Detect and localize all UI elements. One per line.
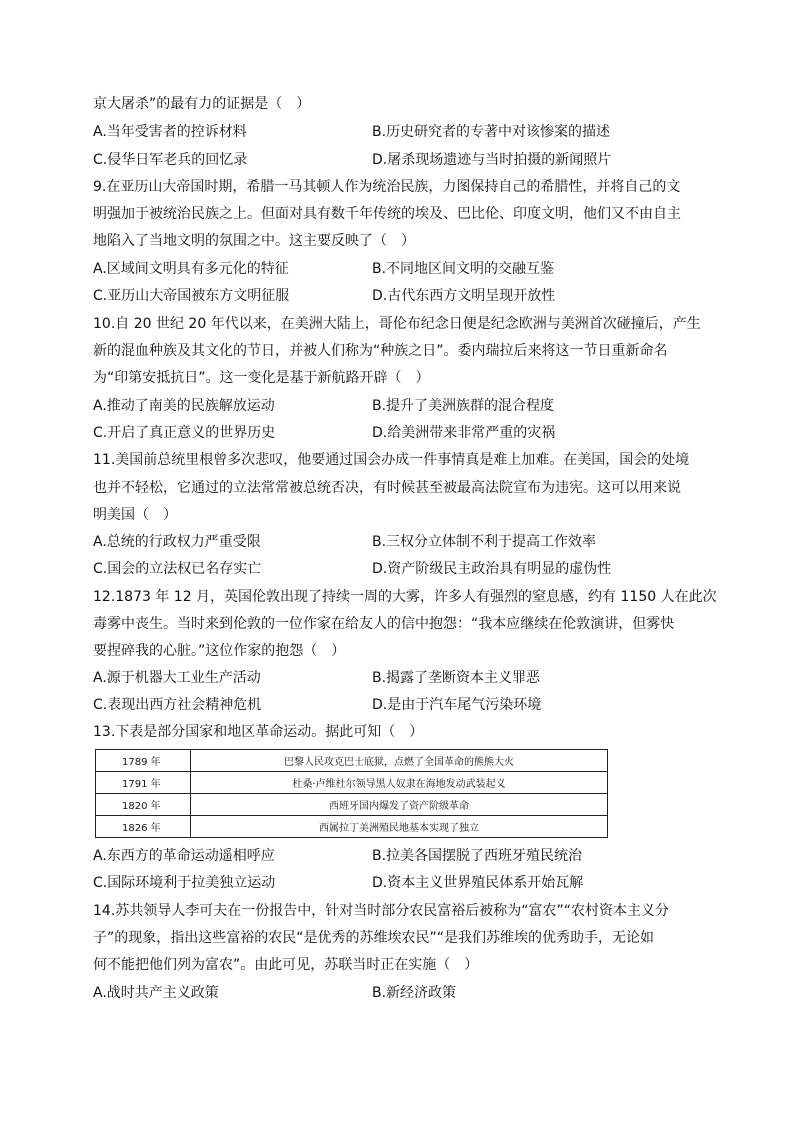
question-12-stem: 毒雾中丧生。当时来到伦敦的一位作家在给友人的信中抱怨：“我本应继续在伦敦演讲，但雾快 xyxy=(93,616,675,632)
option-8-a: A.当年受害者的控诉材料 xyxy=(93,124,247,140)
question-11-stem: 也并不轻松，它通过的立法常常被总统否决，有时候甚至被最高法院宣布为违宪。这可以用来说 xyxy=(93,480,681,496)
table-cell-event: 西班牙国内爆发了资产阶级革命 xyxy=(191,794,608,816)
question-14-stem: 子”的现象，指出这些富裕的农民“是优秀的苏维埃农民”“是我们苏维埃的优秀助手，无论如 xyxy=(93,930,655,946)
question-9-stem: 9.在亚历山大帝国时期，希腊一马其顿人作为统治民族，力图保持自己的希腊性，并将自己的文 xyxy=(93,179,681,195)
table-cell-year: 1789 年 xyxy=(96,750,191,772)
option-10-d: D.给美洲带来非常严重的灾祸 xyxy=(372,425,556,441)
question-11-stem: 明美国（ ） xyxy=(93,507,177,523)
option-12-d: D.是由于汽车尾气污染环境 xyxy=(372,697,542,713)
option-10-c: C.开启了真正意义的世界历史 xyxy=(93,425,276,441)
question-10-stem: 为“印第安抵抗日”。这一变化是基于新航路开辟（ ） xyxy=(93,370,430,386)
option-13-d: D.资本主义世界殖民体系开始瓦解 xyxy=(372,875,584,891)
table-row xyxy=(96,750,608,772)
table-row xyxy=(96,772,608,794)
option-11-c: C.国会的立法权已名存实亡 xyxy=(93,561,262,577)
option-14-b: B.新经济政策 xyxy=(372,985,457,1001)
question-11-stem: 11.美国前总统里根曾多次悲叹，他要通过国会办成一件事情真是难上加难。在美国，国会的处境 xyxy=(93,452,690,468)
table-row xyxy=(96,794,608,816)
option-10-b: B.提升了美洲族群的混合程度 xyxy=(372,398,555,414)
option-8-d: D.屠杀现场遗迹与当时拍摄的新闻照片 xyxy=(372,152,612,168)
option-10-a: A.推动了南美的民族解放运动 xyxy=(93,398,275,414)
option-13-c: C.国际环境利于拉美独立运动 xyxy=(93,875,276,891)
option-8-c: C.侵华日军老兵的回忆录 xyxy=(93,152,248,168)
table-cell-event: 巴黎人民攻克巴士底狱，点燃了全国革命的熊熊大火 xyxy=(191,750,608,772)
option-12-a: A.源于机器大工业生产活动 xyxy=(93,670,261,686)
table-cell-year: 1826 年 xyxy=(96,816,191,838)
option-9-d: D.古代东西方文明呈现开放性 xyxy=(372,288,556,304)
option-8-b: B.历史研究者的专著中对该惨案的描述 xyxy=(372,124,611,140)
option-13-b: B.拉美各国摆脱了西班牙殖民统治 xyxy=(372,848,583,864)
option-13-a: A.东西方的革命运动遥相呼应 xyxy=(93,848,275,864)
question-9-stem: 地陷入了当地文明的氛围之中。这主要反映了（ ） xyxy=(93,233,415,249)
question-9-stem: 明强加于被统治民族之上。但面对具有数千年传统的埃及、巴比伦、印度文明，他们又不由自主 xyxy=(93,206,681,222)
option-9-b: B.不同地区间文明的交融互鉴 xyxy=(372,261,555,277)
table-row xyxy=(96,816,608,838)
option-9-c: C.亚历山大帝国被东方文明征服 xyxy=(93,288,290,304)
question-10-stem: 新的混血种族及其文化的节日，并被人们称为“种族之日”。委内瑞拉后来将这一节日重新命名 xyxy=(93,343,668,359)
question-10-stem: 10.自 20 世纪 20 年代以来，在美洲大陆上，哥伦布纪念日便是纪念欧洲与美洲首次碰撞后，产生 xyxy=(93,316,701,332)
revolution-events-table xyxy=(95,749,608,838)
option-11-d: D.资产阶级民主政治具有明显的虚伪性 xyxy=(372,561,612,577)
option-14-a: A.战时共产主义政策 xyxy=(93,985,219,1001)
question-12-stem: 12.1873 年 12 月，英国伦敦出现了持续一周的大雾，许多人有强烈的窒息感，约有 1150 人在此次 xyxy=(93,589,717,605)
question-13-stem: 13.下表是部分国家和地区革命运动。据此可知（ ） xyxy=(93,724,424,740)
question-8-stem-tail: 京大屠杀”的最有力的证据是（ ） xyxy=(93,96,311,112)
option-11-a: A.总统的行政权力严重受限 xyxy=(93,534,261,550)
option-9-a: A.区域间文明具有多元化的特征 xyxy=(93,261,289,277)
table-cell-year: 1791 年 xyxy=(96,772,191,794)
question-14-stem: 何不能把他们列为富农”。由此可见，苏联当时正在实施（ ） xyxy=(93,957,479,973)
question-14-stem: 14.苏共领导人李可夫在一份报告中，针对当时部分农民富裕后被称为“富农”“农村资本主义分 xyxy=(93,903,670,919)
table-cell-event: 杜桑·卢维杜尔领导黑人奴隶在海地发动武装起义 xyxy=(191,772,608,794)
option-12-b: B.揭露了垄断资本主义罪恶 xyxy=(372,670,541,686)
option-11-b: B.三权分立体制不利于提高工作效率 xyxy=(372,534,597,550)
table-cell-year: 1820 年 xyxy=(96,794,191,816)
option-12-c: C.表现出西方社会精神危机 xyxy=(93,697,262,713)
question-12-stem: 要捏碎我的心脏。”这位作家的抱怨（ ） xyxy=(93,643,346,659)
table-cell-event: 西属拉丁美洲殖民地基本实现了独立 xyxy=(191,816,608,838)
